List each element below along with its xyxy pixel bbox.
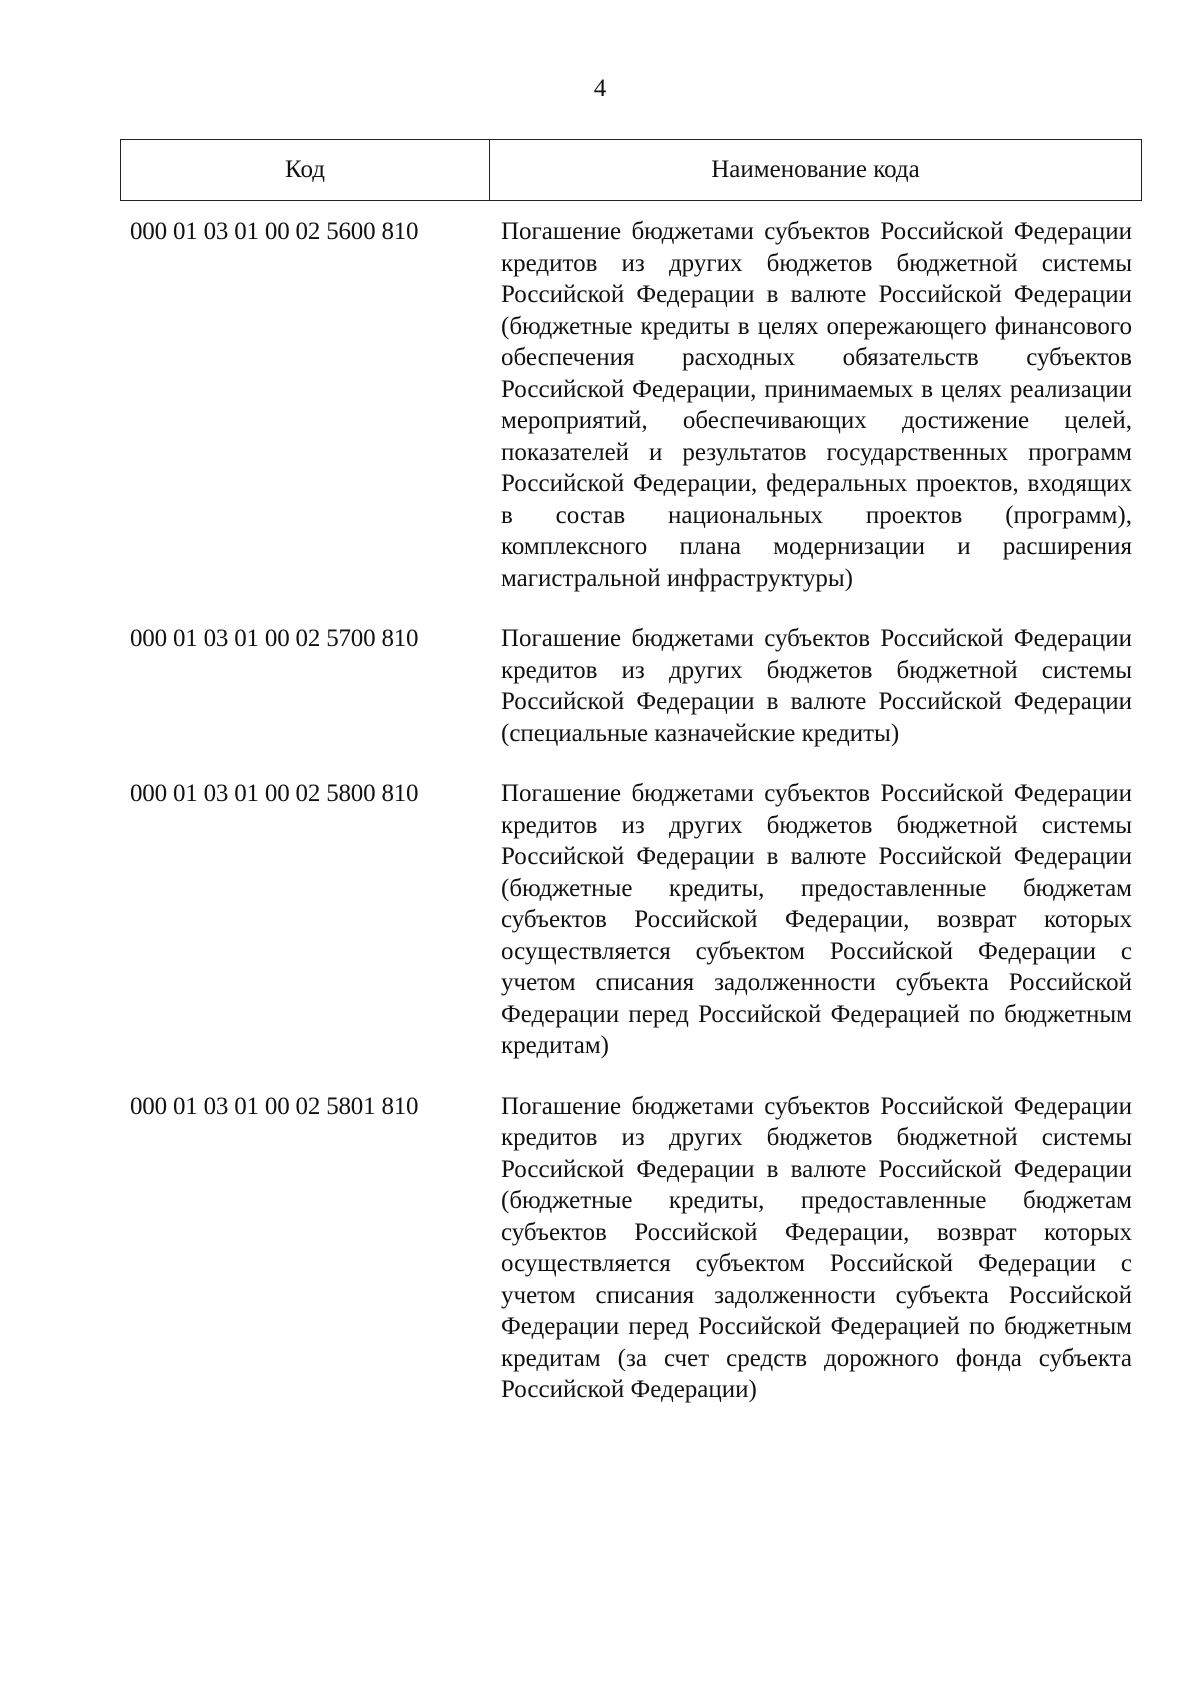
row-description: Погашение бюджетами субъектов Российской Федерации кредитов из других бюджетов бюджетной системы Российской Федерации в валюте Российской Федерации (специальные казначейские кредиты) — [501, 625, 1132, 747]
row-code: 000 01 03 01 00 02 5800 810 — [130, 780, 419, 807]
row-description: Погашение бюджетами субъектов Российской Федерации кредитов из других бюджетов бюджетной системы Российской Федерации в валюте Российской Федерации (бюджетные кредиты в целях опережающего финансового обеспечения расходных обязательств субъектов Российской Федерации, принимаемых в целях реализации мероприятий, обеспечивающих достижение целей, показателей и результатов государственных программ Российской Федерации, федеральных проектов, входящих в состав национальных проектов (программ), комплексного плана модернизации и расширения магистральной инфраструктуры) — [501, 218, 1132, 592]
header-name: Наименование кода — [711, 156, 920, 183]
row-description: Погашение бюджетами субъектов Российской Федерации кредитов из других бюджетов бюджетной системы Российской Федерации в валюте Российской Федерации (бюджетные кредиты, предоставленные бюджетам субъектов Российской Федерации, возврат которых осуществляется субъектом Российской Федерации с учетом списания задолженности субъекта Российской Федерации перед Российской Федерацией по бюджетным кредитам (за счет средств дорожного фонда субъекта Российской Федерации) — [501, 1092, 1132, 1403]
table-row — [130, 623, 1132, 749]
row-code: 000 01 03 01 00 02 5700 810 — [130, 625, 419, 652]
table-row — [130, 1091, 1132, 1406]
table-header — [120, 139, 1142, 201]
row-description: Погашение бюджетами субъектов Российской Федерации кредитов из других бюджетов бюджетной системы Российской Федерации в валюте Российской Федерации (бюджетные кредиты, предоставленные бюджетам субъектов Российской Федерации, возврат которых осуществляется субъектом Российской Федерации с учетом списания задолженности субъекта Российской Федерации перед Российской Федерацией по бюджетным кредитам) — [501, 780, 1132, 1059]
page-number: 4 — [593, 75, 607, 102]
table-row — [130, 778, 1132, 1062]
row-code: 000 01 03 01 00 02 5600 810 — [130, 218, 419, 245]
table-row — [130, 216, 1132, 594]
header-code: Код — [121, 140, 490, 200]
table-body — [130, 216, 1132, 1435]
row-code: 000 01 03 01 00 02 5801 810 — [130, 1092, 419, 1120]
